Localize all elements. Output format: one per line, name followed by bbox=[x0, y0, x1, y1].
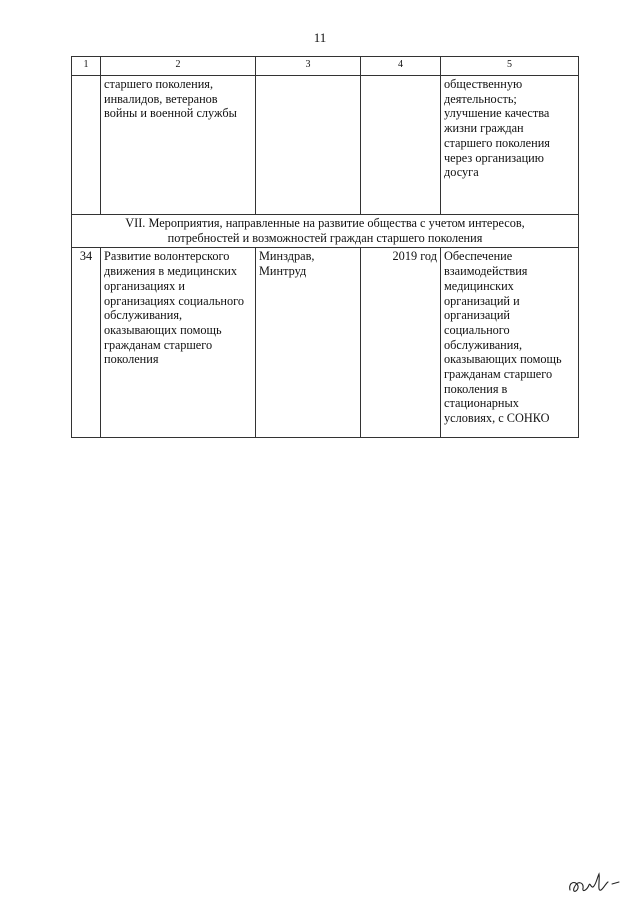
deadline-cell: 2019 год bbox=[361, 248, 441, 438]
handwritten-signature bbox=[566, 868, 628, 898]
responsible-cell: Минздрав, Минтруд bbox=[256, 248, 361, 438]
column-number-row bbox=[72, 57, 579, 76]
empty-cell bbox=[256, 76, 361, 215]
table-row bbox=[72, 248, 579, 438]
column-header: 5 bbox=[441, 57, 579, 76]
column-header: 3 bbox=[256, 57, 361, 76]
column-header: 2 bbox=[101, 57, 256, 76]
empty-cell bbox=[72, 76, 101, 215]
activity-cell: Развитие волонтерского движения в медицинских организациях и организациях социального обслуживания, оказывающих помощь гражданам старшего поколения bbox=[101, 248, 256, 438]
section-title: VII. Мероприятия, направленные на развитие общества с учетом интересов, потребностей и возможностей граждан старшего поколения bbox=[72, 215, 579, 248]
measures-table bbox=[71, 56, 579, 438]
table-row-continued bbox=[72, 76, 579, 215]
empty-cell bbox=[361, 76, 441, 215]
column-header: 4 bbox=[361, 57, 441, 76]
column-header: 1 bbox=[72, 57, 101, 76]
activity-cell-continued: старшего поколения, инвалидов, ветеранов войны и военной службы bbox=[101, 76, 256, 215]
result-cell: Обеспечение взаимодействия медицинских организаций и организаций социального обслуживания, оказывающих помощь гражданам старшего поколения в стационарных условиях, с СОНКО bbox=[441, 248, 579, 438]
row-number: 34 bbox=[72, 248, 101, 438]
section-heading-row bbox=[72, 215, 579, 248]
page-number: 11 bbox=[313, 30, 327, 45]
result-cell-continued: общественную деятельность; улучшение качества жизни граждан старшего поколения через организацию досуга bbox=[441, 76, 579, 215]
